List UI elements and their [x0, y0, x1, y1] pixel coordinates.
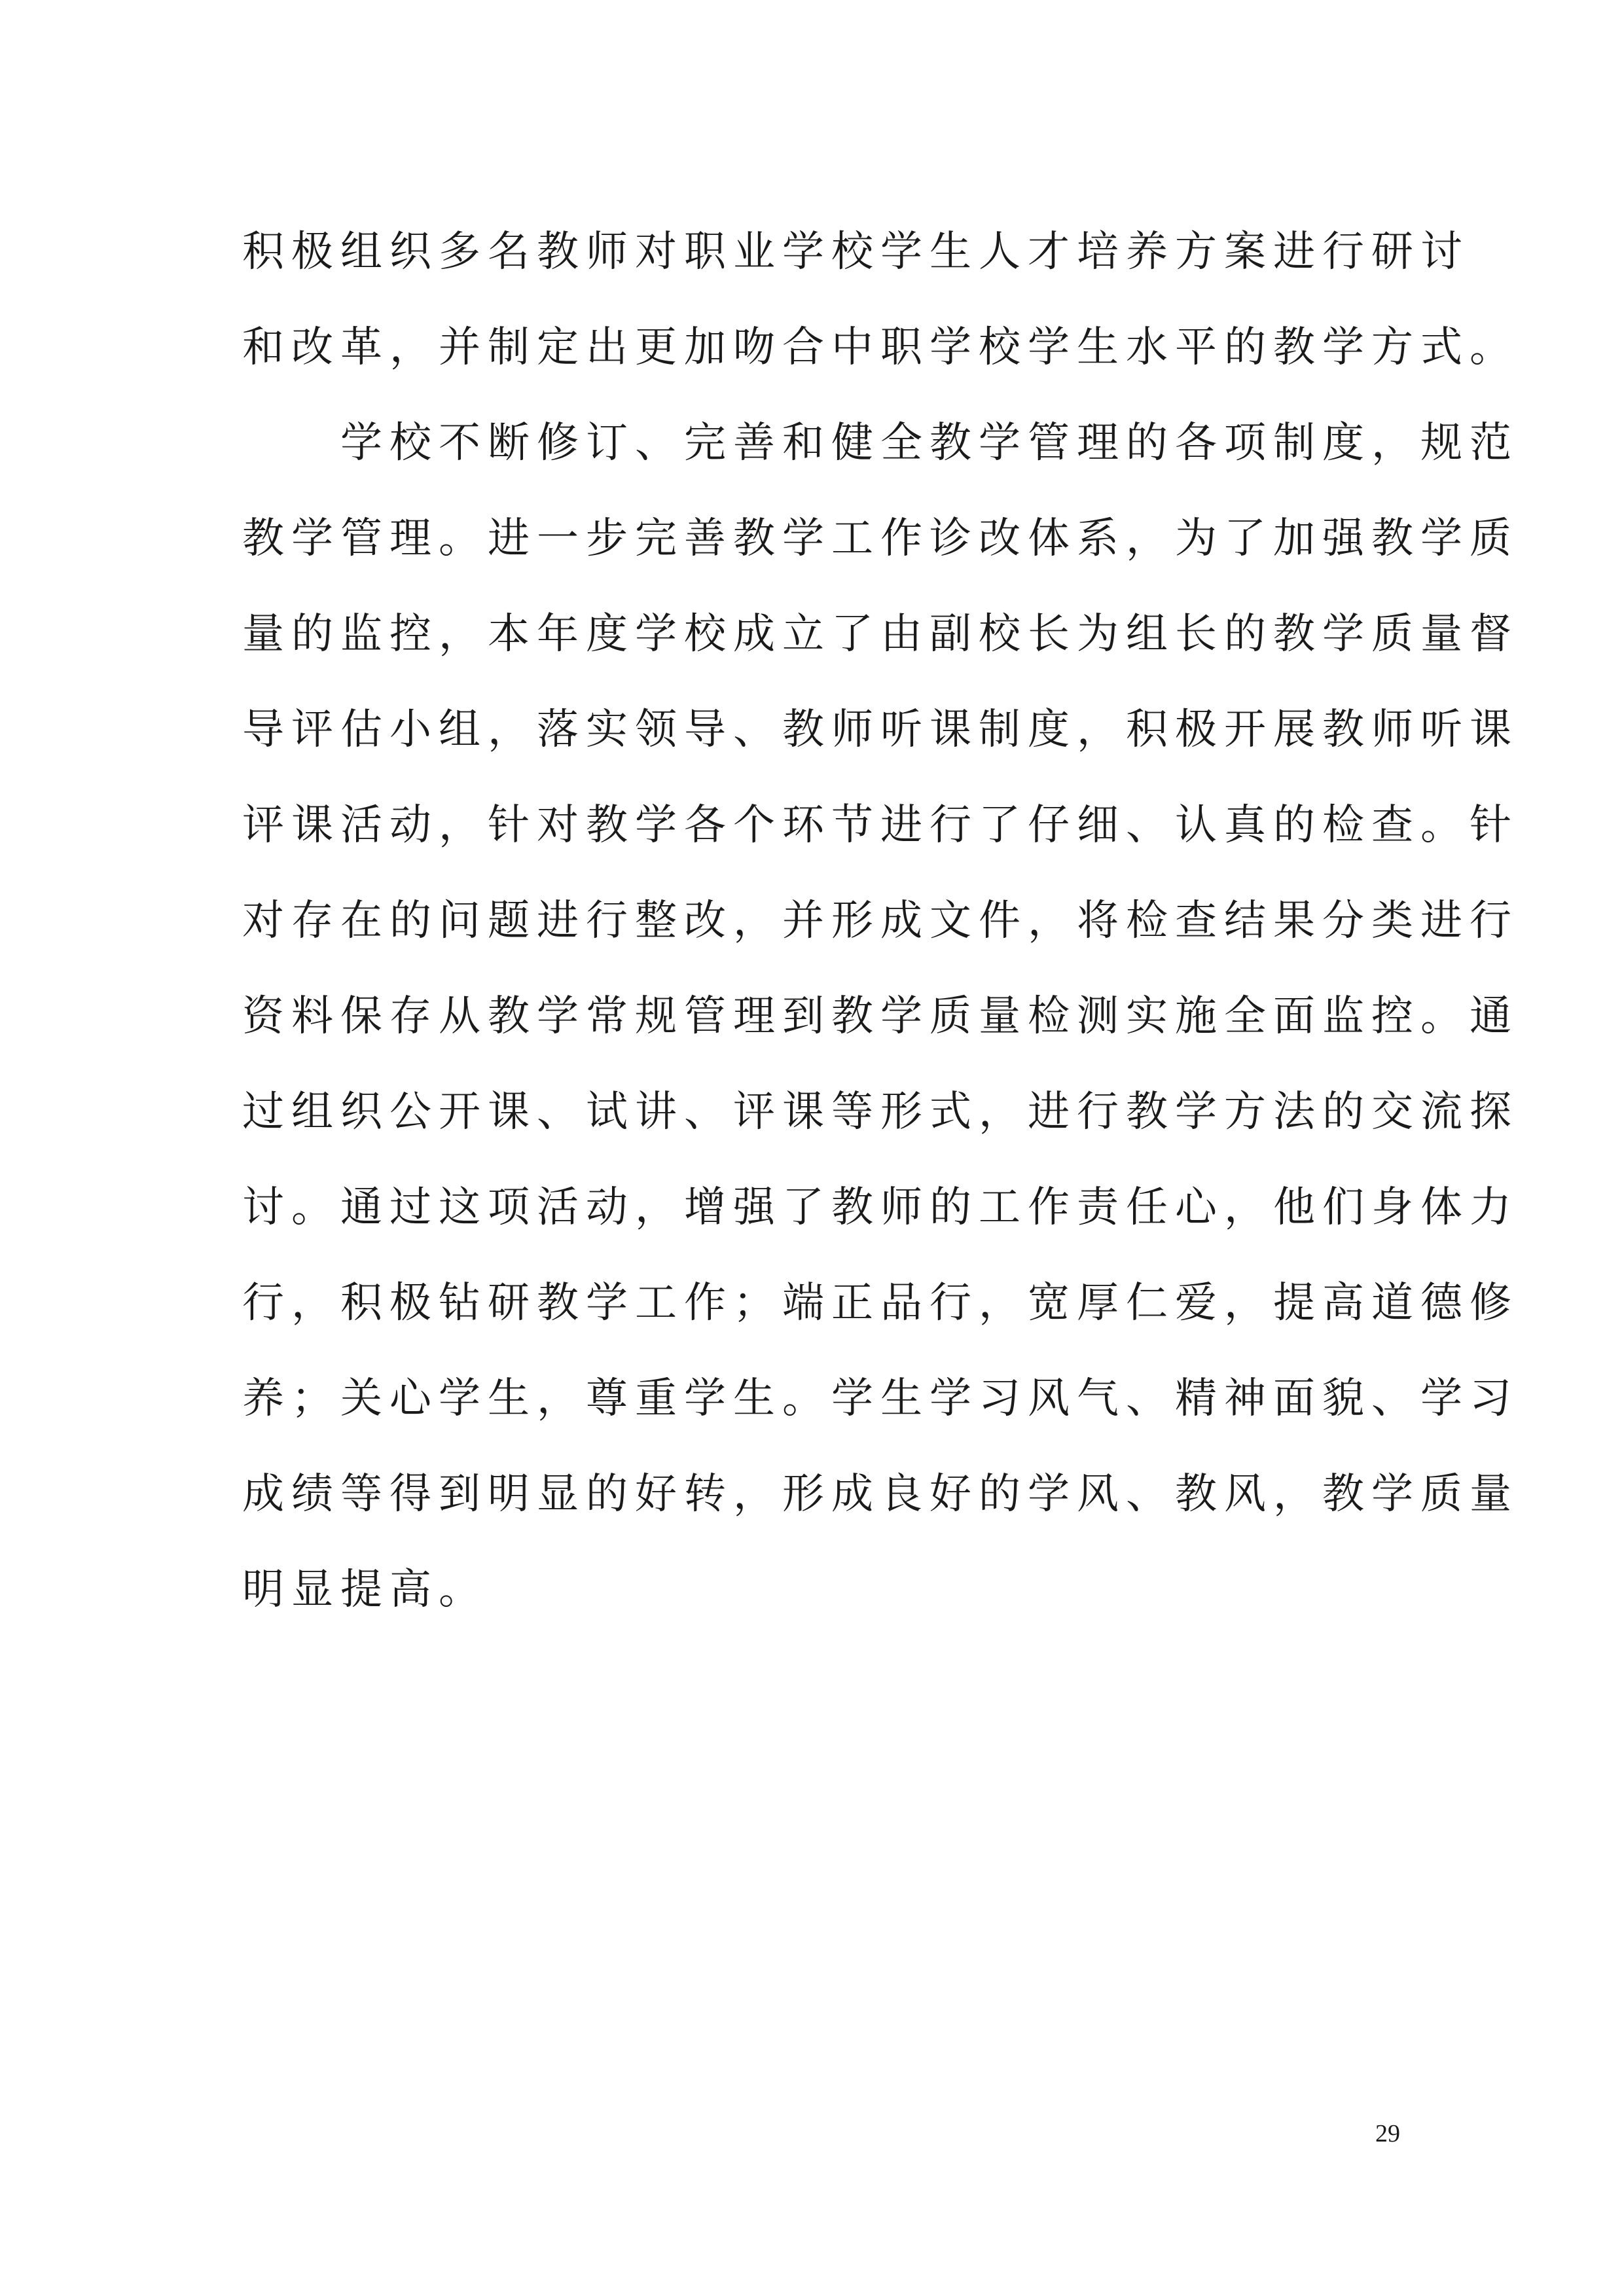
text-line: 行，积极钻研教学工作；端正品行，宽厚仁爱，提高道德修 [242, 1279, 1519, 1327]
page-number: 29 [1375, 2120, 1400, 2147]
text-line: 对存在的问题进行整改，并形成文件，将检查结果分类进行 [242, 897, 1519, 945]
text-line: 和改革，并制定出更加吻合中职学校学生水平的教学方式。 [242, 323, 1519, 372]
text-line: 资料保存从教学常规管理到教学质量检测实施全面监控。通 [242, 992, 1519, 1041]
text-line: 评课活动，针对教学各个环节进行了仔细、认真的检查。针 [242, 801, 1519, 850]
text-line: 成绩等得到明显的好转，形成良好的学风、教风，教学质量 [242, 1470, 1519, 1518]
text-line: 量的监控，本年度学校成立了由副校长为组长的教学质量督 [242, 610, 1519, 658]
text-line: 明显提高。 [242, 1566, 488, 1614]
text-line: 教学管理。进一步完善教学工作诊改体系，为了加强教学质 [242, 514, 1519, 563]
body-text [242, 204, 1519, 1638]
text-line: 讨。通过这项活动，增强了教师的工作责任心，他们身体力 [242, 1183, 1519, 1232]
text-line: 养；关心学生，尊重学生。学生学习风气、精神面貌、学习 [242, 1374, 1519, 1423]
paragraph-first-line: 学校不断修订、完善和健全教学管理的各项制度，规范 [340, 419, 1519, 467]
text-line: 过组织公开课、试讲、评课等形式，进行教学方法的交流探 [242, 1088, 1519, 1136]
text-line: 积极组织多名教师对职业学校学生人才培养方案进行研讨 [242, 228, 1470, 276]
text-line: 导评估小组，落实领导、教师听课制度，积极开展教师听课 [242, 706, 1519, 754]
